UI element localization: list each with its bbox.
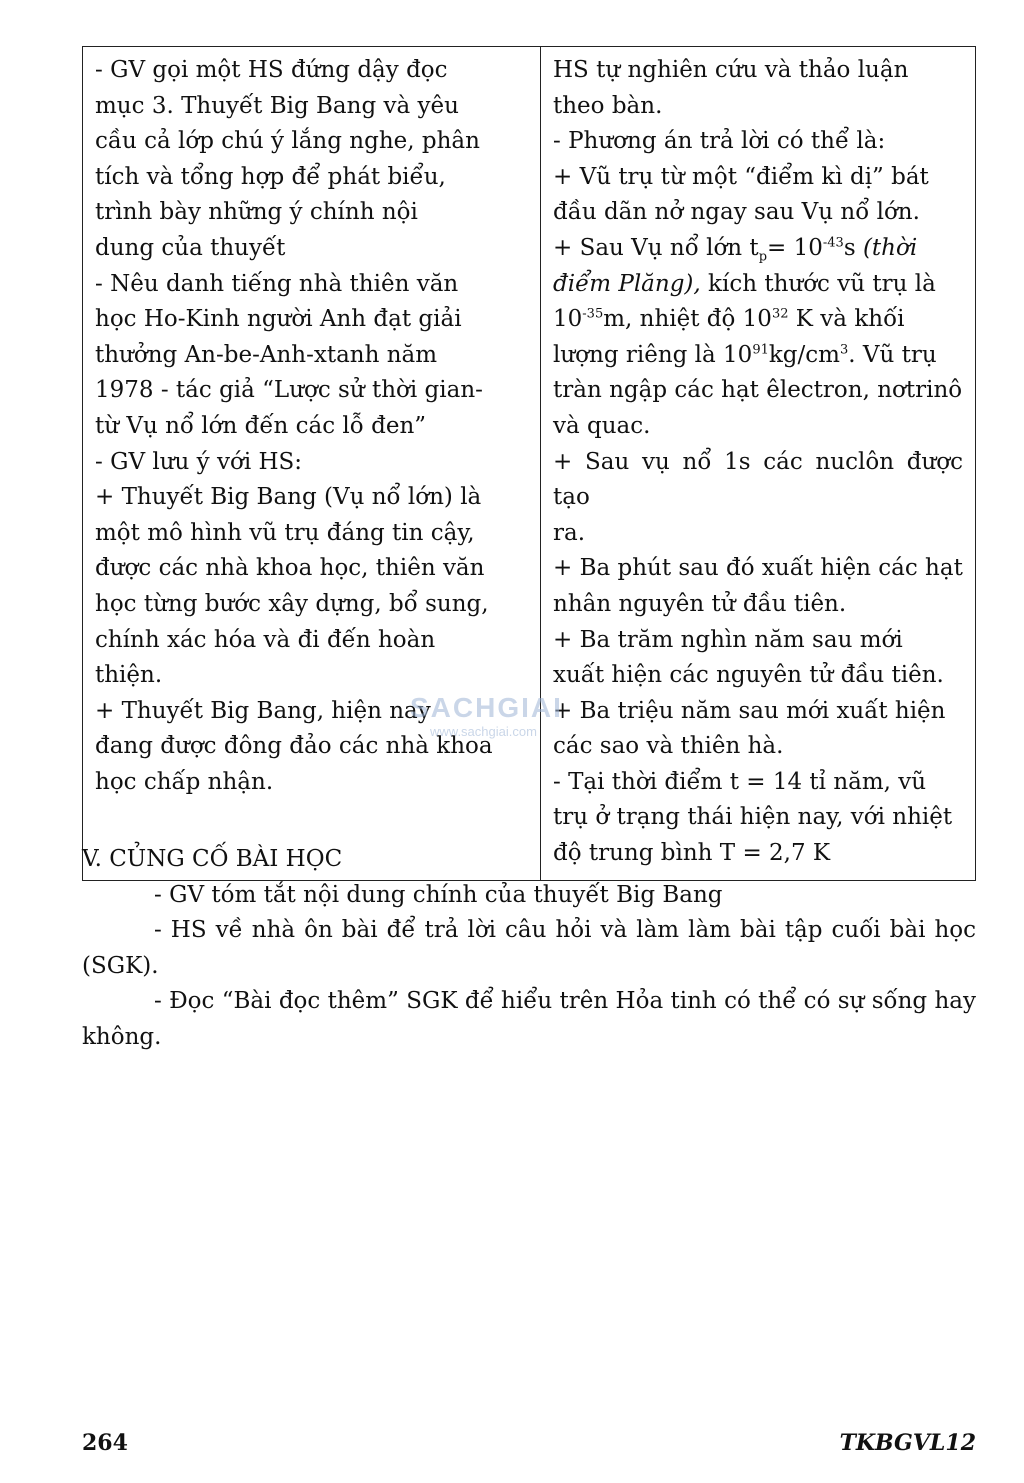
right-line: xuất hiện các nguyên tử đầu tiên. xyxy=(553,662,944,689)
right-line: đầu dãn nở ngay sau Vụ nổ lớn. xyxy=(553,199,920,226)
left-line: học từng bước xây dựng, bổ sung, xyxy=(95,590,489,617)
left-line: một mô hình vũ trụ đáng tin cậy, xyxy=(95,519,475,546)
text-run: . Vũ trụ xyxy=(848,341,937,368)
text-run: s xyxy=(843,234,863,261)
left-line: - GV gọi một HS đứng dậy đọc xyxy=(95,57,448,83)
right-line: + Ba phút sau đó xuất hiện các hạt xyxy=(553,555,963,582)
student-activity-cell xyxy=(541,47,976,881)
right-line: và quac. xyxy=(553,412,651,439)
right-line: - Phương án trả lời có thể là: xyxy=(553,128,886,155)
superscript: -43 xyxy=(822,235,844,251)
left-line: học chấp nhận. xyxy=(95,768,274,795)
left-line: trình bày những ý chính nội xyxy=(95,199,418,226)
section-item: - HS về nhà ôn bài để trả lời câu hỏi và làm làm bài tập cuối bài học (SGK). xyxy=(82,917,976,979)
right-line xyxy=(553,231,963,267)
right-line: + Ba triệu năm sau mới xuất hiện xyxy=(553,697,946,724)
section-item: - Đọc “Bài đọc thêm” SGK để hiểu trên Hỏa tinh có thể có sự sống hay không. xyxy=(82,988,976,1050)
left-line: - GV lưu ý với HS: xyxy=(95,448,303,475)
right-line: HS tự nghiên cứu và thảo luận xyxy=(553,57,909,83)
left-line: + Thuyết Big Bang (Vụ nổ lớn) là xyxy=(95,484,482,511)
right-line xyxy=(553,267,963,303)
left-line: thưởng An-be-Anh-xtanh năm xyxy=(95,341,438,368)
right-line xyxy=(553,302,963,338)
watermark-url: www.sachgiai.com xyxy=(430,724,537,739)
right-line: tràn ngập các hạt êlectron, nơtrinô xyxy=(553,377,963,404)
left-line: thiện. xyxy=(95,662,163,689)
page-number: 264 xyxy=(82,1430,128,1456)
superscript: 3 xyxy=(839,342,849,358)
section-heading: V. CỦNG CỐ BÀI HỌC xyxy=(82,846,343,872)
book-code: TKBGVL12 xyxy=(839,1430,976,1456)
superscript: -35 xyxy=(582,306,604,322)
table-row xyxy=(83,47,976,881)
left-line: + Thuyết Big Bang, hiện nay xyxy=(95,697,431,724)
text-run: K và khối xyxy=(788,306,905,333)
left-line: cầu cả lớp chú ý lắng nghe, phân xyxy=(95,128,480,155)
watermark-text: SACHGIAI xyxy=(410,692,563,723)
italic-run: điểm Plăng), xyxy=(553,270,701,297)
left-line: chính xác hóa và đi đến hoàn xyxy=(95,626,436,653)
text-run: kg/cm xyxy=(768,341,840,368)
right-line: + Vũ trụ từ một “điểm kì dị” bát xyxy=(553,163,929,190)
italic-run: (thời xyxy=(862,234,918,261)
left-line: 1978 - tác giả “Lược sử thời gian- xyxy=(95,377,483,404)
right-line xyxy=(553,338,963,374)
left-line: từ Vụ nổ lớn đến các lỗ đen” xyxy=(95,412,427,439)
right-line: độ trung bình T = 2,7 K xyxy=(553,840,831,867)
left-line: - Nêu danh tiếng nhà thiên văn xyxy=(95,270,459,297)
right-line: theo bàn. xyxy=(553,92,663,119)
text-run: + Sau Vụ nổ lớn t xyxy=(553,234,759,261)
left-line: tích và tổng hợp để phát biểu, xyxy=(95,163,446,190)
text-run: kích thước vũ trụ là xyxy=(700,270,936,297)
right-line: - Tại thời điểm t = 14 tỉ năm, vũ xyxy=(553,768,927,795)
right-line: các sao và thiên hà. xyxy=(553,733,784,760)
text-run: m, nhiệt độ 10 xyxy=(603,306,772,333)
superscript: 32 xyxy=(771,306,789,322)
lesson-table xyxy=(82,46,976,881)
right-line: + Sau vụ nổ 1s các nuclôn được tạo xyxy=(553,448,963,511)
left-line: học Ho-Kinh người Anh đạt giải xyxy=(95,306,462,333)
right-line: nhân nguyên tử đầu tiên. xyxy=(553,590,847,617)
left-line: được các nhà khoa học, thiên văn xyxy=(95,555,485,582)
subscript: p xyxy=(758,249,768,265)
text-run: lượng riêng là 10 xyxy=(553,341,753,368)
left-line: đang được đông đảo các nhà khoa xyxy=(95,733,493,760)
superscript: 91 xyxy=(752,342,769,358)
text-run: = 10 xyxy=(767,234,823,261)
right-line: + Ba trăm nghìn năm sau mới xyxy=(553,626,903,653)
teacher-activity-cell xyxy=(83,47,541,881)
text-run: 10 xyxy=(553,306,583,333)
summary-section xyxy=(82,842,976,1055)
left-line: dung của thuyết xyxy=(95,234,286,261)
right-line: ra. xyxy=(553,519,586,546)
section-item: - GV tóm tắt nội dung chính của thuyết Big Bang xyxy=(154,881,723,908)
left-line: mục 3. Thuyết Big Bang và yêu xyxy=(95,92,459,119)
right-line: trụ ở trạng thái hiện nay, với nhiệt xyxy=(553,804,953,831)
